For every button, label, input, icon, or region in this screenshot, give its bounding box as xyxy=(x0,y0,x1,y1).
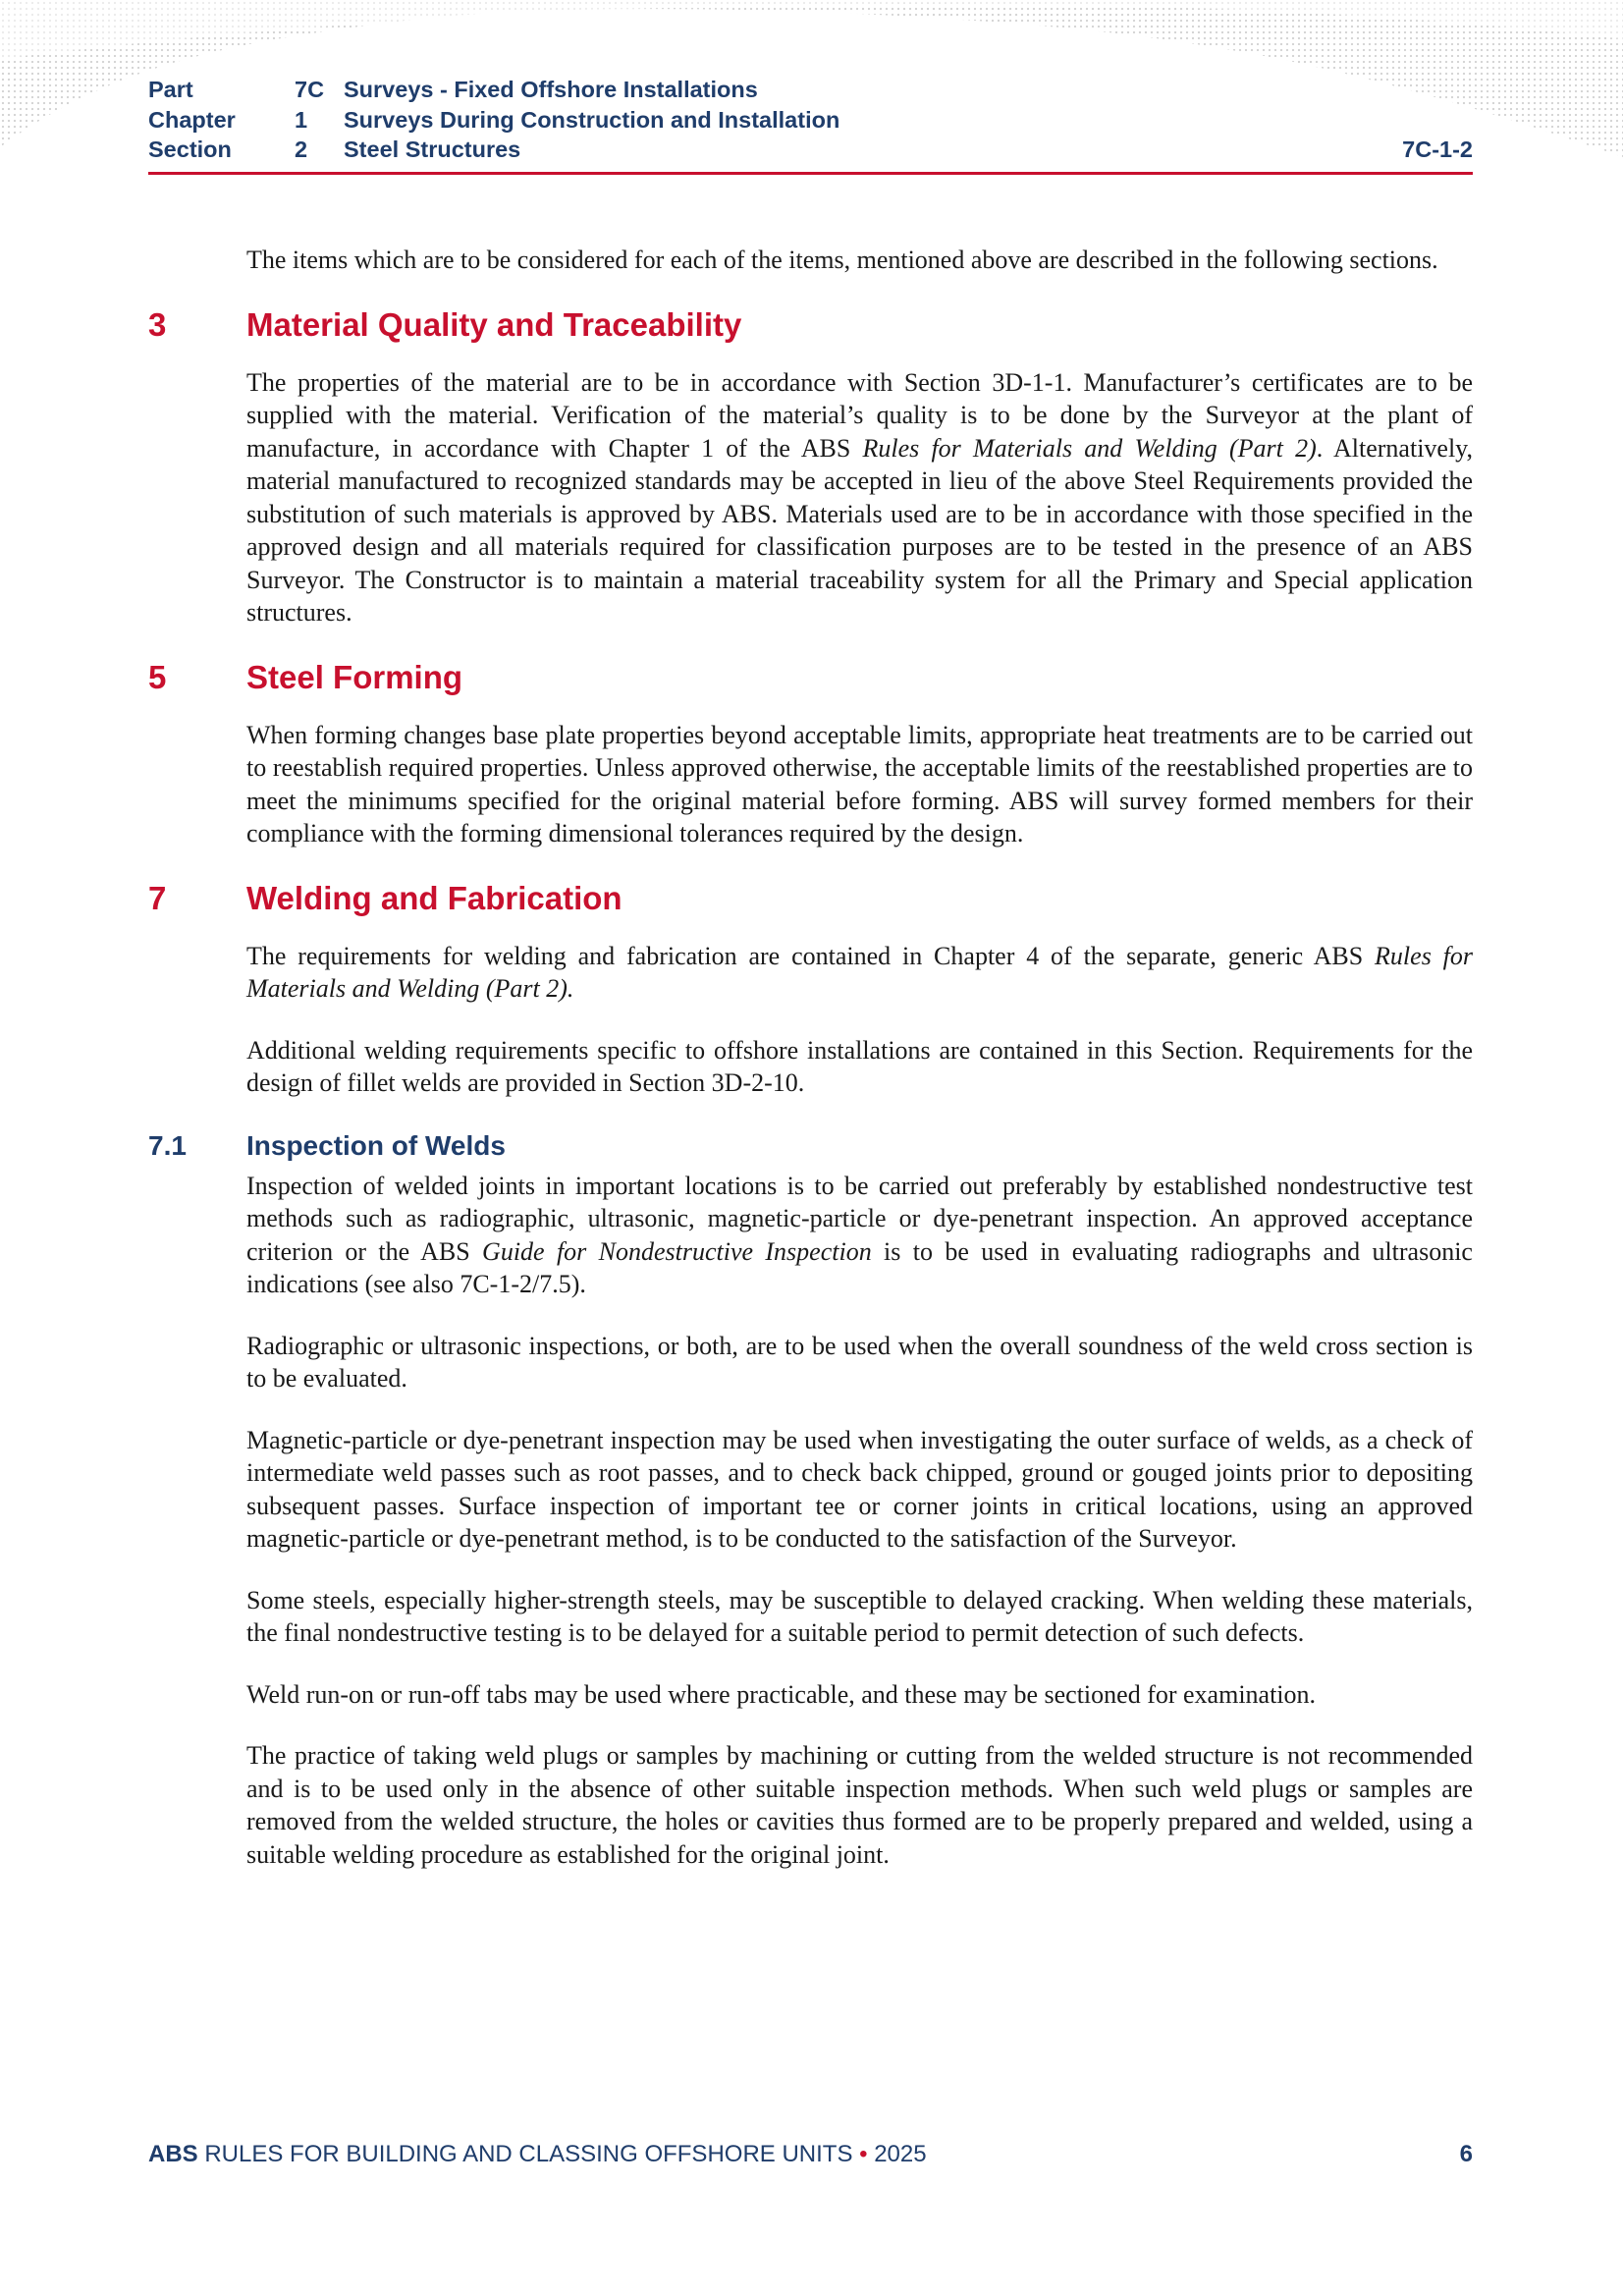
section-title: Welding and Fabrication xyxy=(246,879,622,916)
section-heading-7 xyxy=(148,879,1473,918)
text-run: . Alternatively, material manufactured to recognized standards may be accepted in lieu of the above Steel Requirements provided the substitution of such materials is approved by ABS. Materials used are to be in accordance with those specified in the approved design and all materials required for classification purposes are to be tested in the presence of an ABS Surveyor. The Constructor is to maintain a material traceability system for all the Primary and Special application structures. xyxy=(246,433,1473,627)
footer-year: 2025 xyxy=(867,2141,927,2167)
paragraph: When forming changes base plate properties beyond acceptable limits, appropriate heat treatments are to be carried out to reestablish required properties. Unless approved otherwise, the acceptable limits of the reestablished properties are to meet the minimums specified for the original material before forming. ABS will survey formed members for their compliance with the forming dimensional tolerances required by the design. xyxy=(246,720,1473,847)
header-divider xyxy=(148,172,1473,175)
paragraph xyxy=(246,366,1473,629)
header-number: 2 xyxy=(295,137,308,162)
text-run: The properties of the material are to be in accordance with Section 3D-1-1. Manufacturer’s certificates are to be supplied with the material. Verification of the material’s quality is to be done by the Surveyor at the plant of manufacture, in accordance with Chapter 1 of the ABS xyxy=(246,367,1473,463)
header-title: Surveys During Construction and Installation xyxy=(344,106,840,133)
page-body xyxy=(148,244,1473,1899)
section-code: 7C-1-2 xyxy=(1402,137,1473,162)
section-heading-3 xyxy=(148,305,1473,345)
section-title: Material Quality and Traceability xyxy=(246,305,742,343)
running-header xyxy=(148,75,1473,165)
page-footer xyxy=(148,2141,1473,2168)
italic-title: Rules for Materials and Welding (Part 2) xyxy=(862,433,1317,463)
brand-logo-text: ABS xyxy=(148,2141,198,2167)
paragraph xyxy=(246,940,1473,1006)
italic-title: Guide for Nondestructive Inspection xyxy=(482,1236,872,1266)
paragraph: Magnetic-particle or dye-penetrant inspection may be used when investigating the outer surface of welds, as a check of intermediate weld passes such as root passes, and to check back chipped, ground or gouged joints prior to depositing subsequent passes. Surface inspection of important tee or corner joints in critical locations, using an approved magnetic-particle or dye-penetrant method, is to be conducted to the satisfaction of the Surveyor. xyxy=(246,1425,1473,1553)
paragraph: Additional welding requirements specific to offshore installations are contained in this Section. Requirements for the design of fillet welds are provided in Section 3D-2-10. xyxy=(246,1035,1473,1097)
footer-title xyxy=(148,2141,927,2168)
header-title: Steel Structures xyxy=(344,137,521,162)
italic-title: Rules for Materials and Welding (Part 2). xyxy=(246,941,1474,1003)
text-run: is to be used in evaluating radiographs and ultrasonic indications (see also 7C-1-2/7.5). xyxy=(246,1236,1473,1298)
header-label: Section xyxy=(148,137,232,162)
section-heading-5 xyxy=(148,658,1473,697)
page-number: 6 xyxy=(1459,2141,1473,2167)
section-number: 5 xyxy=(148,658,167,695)
header-section-row xyxy=(148,135,1473,165)
subsection-title: Inspection of Welds xyxy=(246,1129,506,1161)
header-label: Chapter xyxy=(148,106,236,133)
footer-text: RULES FOR BUILDING AND CLASSING OFFSHORE UNITS xyxy=(197,2141,860,2167)
paragraph: Some steels, especially higher-strength steels, may be susceptible to delayed cracking. When welding these materials, the final nondestructive testing is to be delayed for a suitable period to permit detection of such defects. xyxy=(246,1585,1473,1647)
header-label: Part xyxy=(148,77,193,102)
header-number: 1 xyxy=(295,106,308,133)
paragraph xyxy=(246,1170,1473,1301)
header-title: Surveys - Fixed Offshore Installations xyxy=(344,77,758,102)
text-run: Inspection of welded joints in important locations is to be carried out preferably by established nondestructive test methods such as radiographic, ultrasonic, magnetic-particle or dye-penetrant inspection. An approved acceptance criterion or the ABS xyxy=(246,1171,1473,1266)
text-run: The requirements for welding and fabrication are contained in Chapter 4 of the separate, generic ABS xyxy=(246,941,1376,970)
header-chapter-row xyxy=(148,105,1473,136)
paragraph: Weld run-on or run-off tabs may be used where practicable, and these may be sectioned for examination. xyxy=(246,1679,1317,1709)
section-title: Steel Forming xyxy=(246,658,463,695)
header-number: 7C xyxy=(295,77,325,102)
paragraph: The practice of taking weld plugs or samples by machining or cutting from the welded structure is not recommended and is to be used only in the absence of other suitable inspection methods. When such weld plugs or samples are removed from the welded structure, the holes or cavities thus formed are to be properly prepared and welded, using a suitable welding procedure as established for the original joint. xyxy=(246,1741,1473,1869)
section-number: 7 xyxy=(148,879,167,916)
paragraph: Radiographic or ultrasonic inspections, or both, are to be used when the overall soundness of the weld cross section is to be evaluated. xyxy=(246,1331,1473,1393)
subsection-number: 7.1 xyxy=(148,1129,187,1161)
intro-paragraph: The items which are to be considered for each of the items, mentioned above are described in the following sections. xyxy=(246,246,1438,274)
subsection-heading-7-1 xyxy=(148,1128,1473,1164)
header-part-row xyxy=(148,75,1473,105)
bullet-separator: • xyxy=(859,2141,868,2167)
section-number: 3 xyxy=(148,305,167,343)
